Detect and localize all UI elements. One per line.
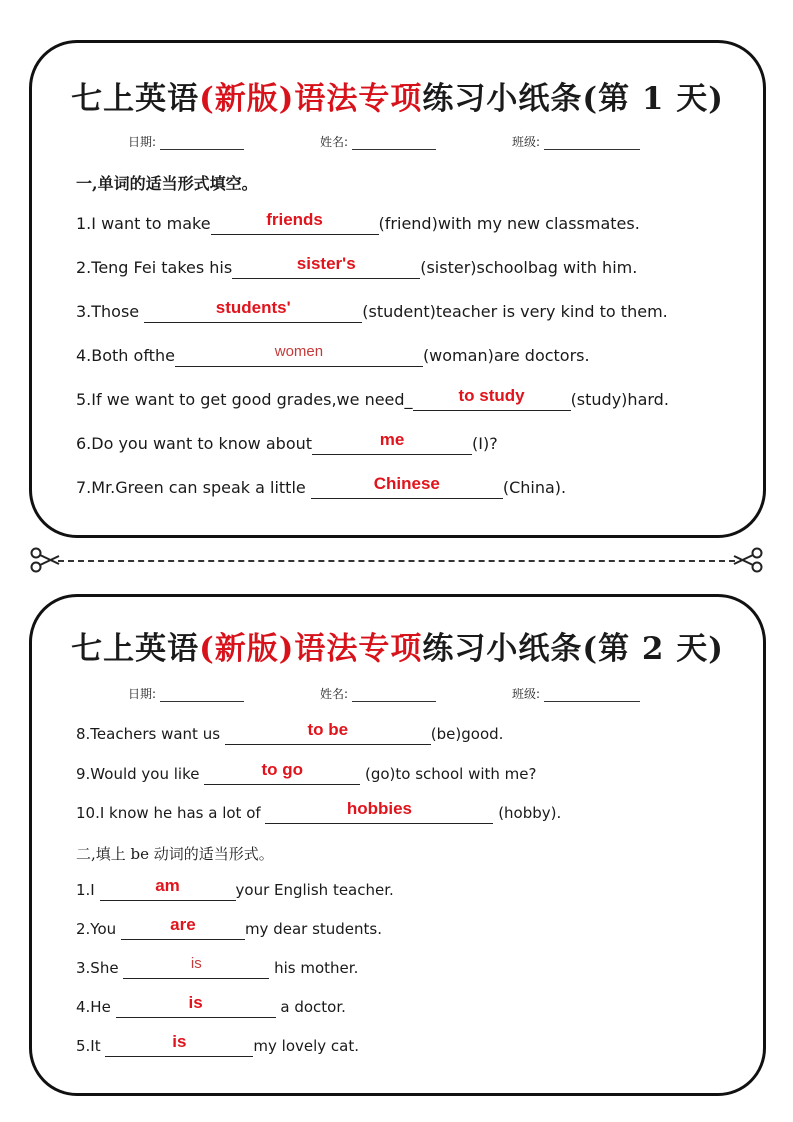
answer-blank[interactable] <box>225 720 431 745</box>
scissors-icon <box>733 547 763 573</box>
name-field[interactable] <box>320 685 436 702</box>
question-6 <box>76 430 498 455</box>
answer-text: Chinese <box>373 474 440 493</box>
date-blank[interactable] <box>160 137 244 150</box>
answer-text: is <box>172 1032 187 1051</box>
name-blank[interactable] <box>352 689 436 702</box>
answer-text: friends <box>266 210 323 229</box>
question-hint: (hobby). <box>493 804 562 822</box>
question-text: 3.She <box>76 959 124 977</box>
answer-text: students' <box>215 298 291 317</box>
answer-text: hobbies <box>346 799 412 818</box>
question-10 <box>76 799 562 824</box>
question-text: 10.I know he has a lot of <box>76 804 266 822</box>
title-suffix: 练习小纸条(第 2 天) <box>422 631 724 667</box>
title-red: (新版)语法专项 <box>199 81 423 117</box>
answer-text: am <box>155 876 180 895</box>
be-question-2 <box>76 915 382 940</box>
question-hint: (friend)with my new classmates. <box>378 214 640 233</box>
question-text: 4.Both ofthe <box>76 346 175 365</box>
date-blank[interactable] <box>160 689 244 702</box>
question-text: 6.Do you want to know about <box>76 434 313 453</box>
be-question-1 <box>76 876 394 901</box>
answer-blank[interactable] <box>105 1032 253 1057</box>
answer-blank[interactable] <box>211 210 379 235</box>
question-hint: (China). <box>502 478 567 497</box>
question-hint: (I)? <box>472 434 498 453</box>
date-field[interactable] <box>128 133 244 150</box>
cut-line <box>58 560 735 562</box>
answer-blank[interactable] <box>232 254 420 279</box>
question-hint: my dear students. <box>244 920 382 938</box>
title-prefix: 七上英语 <box>71 631 200 667</box>
class-field[interactable] <box>512 685 640 702</box>
title-red: (新版)语法专项 <box>199 631 423 667</box>
name-field[interactable] <box>320 133 436 150</box>
question-hint: (woman)are doctors. <box>422 346 590 365</box>
question-text: 1.I <box>76 881 100 899</box>
section-heading-1: 一,单词的适当形式填空。 <box>76 174 258 193</box>
card1-title <box>32 73 763 118</box>
question-hint: your English teacher. <box>235 881 394 899</box>
answer-blank[interactable] <box>312 430 472 455</box>
be-question-3 <box>76 957 358 979</box>
question-text: 4.He <box>76 998 116 1016</box>
question-7 <box>76 474 567 499</box>
title-prefix: 七上英语 <box>71 81 200 117</box>
name-label: 姓名: <box>320 135 349 149</box>
answer-blank[interactable] <box>175 345 423 367</box>
question-3 <box>76 298 668 323</box>
name-label: 姓名: <box>320 687 349 701</box>
question-hint: (be)good. <box>430 725 504 743</box>
answer-blank[interactable] <box>121 915 245 940</box>
class-label: 班级: <box>512 687 541 701</box>
answer-text: sister's <box>296 254 356 273</box>
question-text: 5.If we want to get good grades,we need_ <box>76 390 413 409</box>
question-hint: a doctor. <box>275 998 346 1016</box>
answer-blank[interactable] <box>116 993 276 1018</box>
answer-text: are <box>170 915 196 934</box>
worksheet-card-day1 <box>29 40 766 538</box>
question-1 <box>76 210 640 235</box>
be-question-5 <box>76 1032 359 1057</box>
card2-title <box>32 623 763 668</box>
answer-blank[interactable] <box>204 760 360 785</box>
question-text: 2.Teng Fei takes his <box>76 258 233 277</box>
title-suffix: 练习小纸条(第 1 天) <box>422 81 724 117</box>
answer-text: me <box>379 430 405 449</box>
be-question-4 <box>76 993 346 1018</box>
answer-text: to go <box>261 760 303 779</box>
name-blank[interactable] <box>352 137 436 150</box>
answer-text: to study <box>458 386 525 405</box>
question-hint: (student)teacher is very kind to them. <box>362 302 668 321</box>
question-text: 1.I want to make <box>76 214 211 233</box>
answer-text: to be <box>307 720 349 739</box>
section-heading-2: 二,填上 be 动词的适当形式。 <box>76 845 274 863</box>
question-text: 8.Teachers want us <box>76 725 225 743</box>
question-text: 9.Would you like <box>76 765 205 783</box>
scissors-icon <box>30 547 60 573</box>
answer-text: is <box>190 955 202 972</box>
question-text: 2.You <box>76 920 121 938</box>
worksheet-card-day2 <box>29 594 766 1096</box>
answer-blank[interactable] <box>311 474 503 499</box>
question-text: 7.Mr.Green can speak a little <box>76 478 311 497</box>
question-5 <box>76 386 669 411</box>
date-label: 日期: <box>128 135 157 149</box>
question-hint: my lovely cat. <box>253 1037 359 1055</box>
question-hint: (sister)schoolbag with him. <box>420 258 638 277</box>
question-text: 3.Those <box>76 302 145 321</box>
answer-blank[interactable] <box>144 298 362 323</box>
question-hint: his mother. <box>269 959 359 977</box>
question-hint: (study)hard. <box>570 390 669 409</box>
class-blank[interactable] <box>544 137 640 150</box>
question-9 <box>76 760 537 785</box>
question-8 <box>76 720 504 745</box>
answer-text: is <box>188 993 203 1012</box>
date-label: 日期: <box>128 687 157 701</box>
question-text: 5.It <box>76 1037 106 1055</box>
answer-blank[interactable] <box>123 957 269 979</box>
question-4 <box>76 345 590 367</box>
class-field[interactable] <box>512 133 640 150</box>
answer-text: women <box>274 343 324 360</box>
answer-blank[interactable] <box>265 799 493 824</box>
question-2 <box>76 254 638 279</box>
class-label: 班级: <box>512 135 541 149</box>
date-field[interactable] <box>128 685 244 702</box>
class-blank[interactable] <box>544 689 640 702</box>
answer-blank[interactable] <box>100 876 236 901</box>
question-hint: (go)to school with me? <box>360 765 537 783</box>
answer-blank[interactable] <box>413 386 571 411</box>
